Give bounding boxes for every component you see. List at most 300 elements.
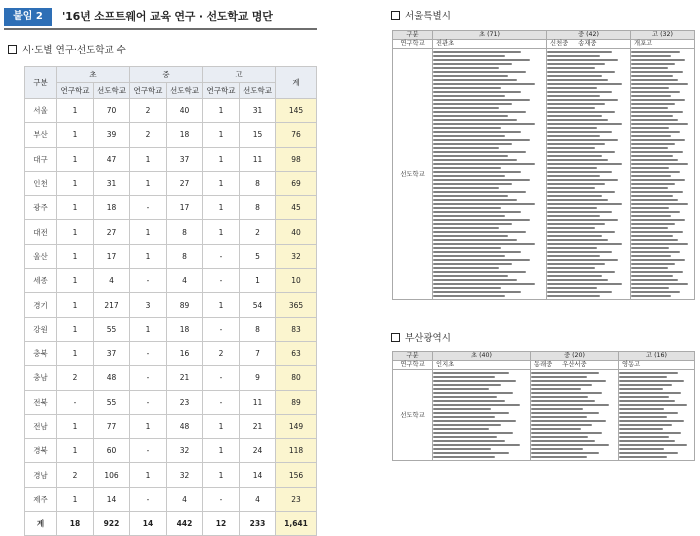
school-name-line <box>433 440 505 442</box>
count-cell: - <box>130 196 167 220</box>
row-leading-label: 선도학교 <box>393 370 433 461</box>
school-name-line <box>531 380 606 382</box>
school-name-line <box>433 436 497 438</box>
count-cell: 442 <box>167 512 203 536</box>
school-name-line <box>547 83 622 85</box>
school-name-line <box>433 187 499 189</box>
school-name-line <box>631 103 675 105</box>
region-row <box>25 123 317 147</box>
school-name-line <box>433 179 530 181</box>
school-name-line <box>433 95 505 97</box>
school-name-line <box>547 223 605 225</box>
count-cell: 37 <box>94 341 130 365</box>
school-name-line <box>631 275 673 277</box>
count-cell: 1 <box>203 171 240 195</box>
school-name-line <box>631 139 685 141</box>
school-name-line <box>547 55 600 57</box>
school-name-line <box>433 203 535 205</box>
school-name-line <box>631 87 669 89</box>
school-name-line <box>531 424 592 426</box>
school-name-line <box>631 187 668 189</box>
region-name: 강원 <box>25 317 57 341</box>
school-name-line <box>547 155 602 157</box>
seoul-heading <box>391 11 451 23</box>
school-name-list <box>433 49 547 300</box>
region-row <box>25 390 317 414</box>
count-cell: - <box>203 487 240 511</box>
total-cell: 145 <box>276 99 317 123</box>
school-name-line <box>547 211 612 213</box>
count-cell: 17 <box>94 244 130 268</box>
school-name-line <box>547 247 597 249</box>
school-name-line <box>433 456 495 458</box>
research-school: 송재중 <box>578 40 597 47</box>
school-name-line <box>547 91 612 93</box>
count-cell: 8 <box>167 244 203 268</box>
school-name-line <box>631 59 685 61</box>
school-name-line <box>433 119 517 121</box>
count-cell: 32 <box>167 439 203 463</box>
school-name-line <box>619 424 672 426</box>
count-cell: 1 <box>130 317 167 341</box>
school-name-line <box>547 227 595 229</box>
school-name-line <box>433 263 512 265</box>
school-name-line <box>619 372 678 374</box>
school-name-line <box>631 231 683 233</box>
sub-col-leading: 선도학교 <box>94 83 130 99</box>
school-name-line <box>547 75 602 77</box>
school-name-line <box>433 143 512 145</box>
school-name-line <box>433 55 505 57</box>
research-school: 신천중 <box>550 40 569 47</box>
checkbox-square-icon <box>391 11 400 20</box>
count-cell: 89 <box>167 293 203 317</box>
school-name-line <box>619 416 667 418</box>
school-name-line <box>433 155 508 157</box>
school-name-line <box>433 400 505 402</box>
count-cell: 7 <box>240 341 276 365</box>
col-middle-header: 중 <box>130 67 203 83</box>
region-name: 울산 <box>25 244 57 268</box>
school-name-line <box>631 291 680 293</box>
school-name-line <box>433 127 501 129</box>
school-name-line <box>631 91 680 93</box>
total-cell: 98 <box>276 147 317 171</box>
count-cell: 55 <box>94 317 130 341</box>
count-cell: 18 <box>167 317 203 341</box>
region-row <box>25 244 317 268</box>
count-cell: 54 <box>240 293 276 317</box>
school-name-line <box>631 79 678 81</box>
total-row <box>25 512 317 536</box>
total-cell: 83 <box>276 317 317 341</box>
count-cell: 31 <box>240 99 276 123</box>
region-name: 서울 <box>25 99 57 123</box>
school-name-line <box>531 456 587 458</box>
region-name: 광주 <box>25 196 57 220</box>
research-school: 인지초 <box>433 361 531 370</box>
school-name-line <box>433 163 535 165</box>
count-cell: 4 <box>240 487 276 511</box>
school-name-line <box>631 251 680 253</box>
count-cell: 1 <box>203 414 240 438</box>
school-name-line <box>547 131 612 133</box>
school-name-line <box>631 115 673 117</box>
school-name-line <box>433 267 499 269</box>
school-name-line <box>433 211 521 213</box>
school-name-line <box>631 215 671 217</box>
count-cell: - <box>130 487 167 511</box>
school-name-line <box>433 255 505 257</box>
school-name-line <box>547 199 608 201</box>
school-name-line <box>631 235 673 237</box>
count-cell: 4 <box>167 487 203 511</box>
region-name: 경기 <box>25 293 57 317</box>
school-name-line <box>531 444 609 446</box>
school-name-line <box>547 195 602 197</box>
count-cell: 8 <box>240 196 276 220</box>
total-cell: 1,641 <box>276 512 317 536</box>
school-name-line <box>631 283 688 285</box>
stats-heading <box>8 45 126 57</box>
total-cell: 89 <box>276 390 317 414</box>
school-name-line <box>547 183 605 185</box>
count-cell: 922 <box>94 512 130 536</box>
count-cell: 2 <box>57 463 94 487</box>
school-name-line <box>433 251 521 253</box>
school-name-line <box>547 231 615 233</box>
school-name-line <box>531 412 599 414</box>
region-name: 제주 <box>25 487 57 511</box>
school-name-line <box>433 131 521 133</box>
research-school: 동래중 <box>534 361 553 368</box>
school-name-list <box>531 370 619 461</box>
school-name-line <box>547 59 618 61</box>
region-name: 전남 <box>25 414 57 438</box>
school-name-line <box>433 171 521 173</box>
school-name-line <box>631 83 688 85</box>
count-cell: 14 <box>130 512 167 536</box>
school-name-line <box>547 119 608 121</box>
count-cell: 27 <box>94 220 130 244</box>
school-name-line <box>619 404 687 406</box>
school-name-line <box>619 412 678 414</box>
row-leading-label: 선도학교 <box>393 49 433 300</box>
count-cell: 21 <box>240 414 276 438</box>
school-name-line <box>631 127 669 129</box>
school-name-line <box>433 452 509 454</box>
school-name-line <box>631 239 678 241</box>
school-name-line <box>547 143 605 145</box>
region-row <box>25 463 317 487</box>
total-cell: 23 <box>276 487 317 511</box>
count-cell: 1 <box>57 171 94 195</box>
count-cell: 217 <box>94 293 130 317</box>
school-name-line <box>547 287 597 289</box>
count-cell: 24 <box>240 439 276 463</box>
row-research-label: 연구학교 <box>393 40 433 49</box>
count-cell: 1 <box>130 220 167 244</box>
school-name-line <box>547 271 615 273</box>
school-name-line <box>547 95 600 97</box>
school-name-line <box>433 380 516 382</box>
region-name: 충북 <box>25 341 57 365</box>
school-name-line <box>619 420 684 422</box>
count-cell: 11 <box>240 147 276 171</box>
school-name-line <box>631 75 673 77</box>
count-cell: 233 <box>240 512 276 536</box>
school-name-line <box>631 255 671 257</box>
school-name-line <box>619 436 669 438</box>
school-name-line <box>631 119 678 121</box>
school-name-line <box>433 191 526 193</box>
school-name-line <box>433 99 530 101</box>
school-name-line <box>433 275 508 277</box>
col-high-header: 고 <box>203 67 276 83</box>
count-cell: 3 <box>130 293 167 317</box>
region-row <box>25 220 317 244</box>
school-name-line <box>531 396 588 398</box>
count-cell: 70 <box>94 99 130 123</box>
school-name-line <box>631 163 688 165</box>
count-cell: 8 <box>240 171 276 195</box>
checkbox-square-icon <box>391 333 400 342</box>
total-cell: 149 <box>276 414 317 438</box>
school-name-line <box>531 404 609 406</box>
school-name-line <box>547 159 608 161</box>
school-name-line <box>631 287 669 289</box>
school-name-line <box>547 235 602 237</box>
region-row <box>25 366 317 390</box>
school-name-line <box>433 151 526 153</box>
school-name-line <box>433 139 530 141</box>
count-cell: 1 <box>240 269 276 293</box>
school-name-line <box>631 143 675 145</box>
sub-col-research: 연구학교 <box>130 83 167 99</box>
school-name-line <box>547 255 600 257</box>
count-cell: 1 <box>130 147 167 171</box>
busan-roster-table <box>392 351 695 461</box>
count-cell: 1 <box>203 439 240 463</box>
count-cell: 18 <box>94 196 130 220</box>
school-name-line <box>433 147 499 149</box>
school-name-line <box>531 432 602 434</box>
school-name-line <box>619 408 664 410</box>
school-name-line <box>631 199 678 201</box>
school-name-line <box>433 167 501 169</box>
school-name-line <box>547 71 615 73</box>
count-cell: 1 <box>57 244 94 268</box>
school-name-line <box>547 275 602 277</box>
region-row <box>25 99 317 123</box>
count-cell: 1 <box>203 123 240 147</box>
school-name-line <box>531 448 583 450</box>
school-name-line <box>619 388 663 390</box>
school-name-line <box>433 428 489 430</box>
school-name-line <box>547 251 612 253</box>
school-name-line <box>631 111 683 113</box>
school-name-line <box>433 372 509 374</box>
school-name-line <box>433 247 501 249</box>
school-name-line <box>631 179 685 181</box>
busan-heading <box>391 333 451 345</box>
school-name-line <box>547 239 608 241</box>
school-name-line <box>547 135 600 137</box>
count-cell: 14 <box>94 487 130 511</box>
school-name-line <box>433 287 501 289</box>
school-name-line <box>631 151 683 153</box>
school-name-line <box>433 123 535 125</box>
school-name-line <box>631 191 683 193</box>
count-cell: 1 <box>130 463 167 487</box>
region-row <box>25 293 317 317</box>
school-name-line <box>631 263 675 265</box>
school-name-line <box>631 247 669 249</box>
count-cell: 1 <box>203 293 240 317</box>
school-name-line <box>433 67 499 69</box>
school-name-line <box>531 392 602 394</box>
sub-col-leading: 선도학교 <box>167 83 203 99</box>
school-name-line <box>631 107 668 109</box>
school-name-line <box>619 456 667 458</box>
school-name-line <box>433 408 491 410</box>
school-name-line <box>547 175 600 177</box>
total-cell: 45 <box>276 196 317 220</box>
count-cell: 4 <box>94 269 130 293</box>
school-name-list <box>631 49 695 300</box>
school-name-line <box>433 223 512 225</box>
school-name-line <box>619 428 663 430</box>
school-name-line <box>631 131 680 133</box>
school-name-line <box>547 243 622 245</box>
count-cell: 8 <box>167 220 203 244</box>
school-name-line <box>631 223 675 225</box>
count-cell: 1 <box>57 293 94 317</box>
school-name-line <box>433 239 517 241</box>
roster-col-elementary: 초 (40) <box>433 352 531 361</box>
total-cell: 118 <box>276 439 317 463</box>
school-name-line <box>433 227 499 229</box>
count-cell: 1 <box>203 99 240 123</box>
count-cell: 1 <box>130 244 167 268</box>
school-name-line <box>547 107 595 109</box>
school-name-line <box>433 83 535 85</box>
school-name-line <box>619 448 664 450</box>
research-school: 개포고 <box>631 40 695 49</box>
region-row <box>25 487 317 511</box>
school-name-line <box>433 243 535 245</box>
school-name-line <box>619 452 678 454</box>
count-cell: 11 <box>240 390 276 414</box>
total-cell: 32 <box>276 244 317 268</box>
school-name-line <box>531 400 595 402</box>
school-name-line <box>433 183 512 185</box>
region-name: 인천 <box>25 171 57 195</box>
school-name-line <box>433 412 509 414</box>
school-name-line <box>631 147 668 149</box>
school-name-line <box>433 444 520 446</box>
school-name-line <box>531 384 592 386</box>
roster-col-middle: 중 (20) <box>531 352 619 361</box>
school-name-line <box>547 115 602 117</box>
count-cell: 1 <box>57 414 94 438</box>
school-name-line <box>433 71 526 73</box>
school-name-line <box>547 263 605 265</box>
count-cell: 2 <box>130 99 167 123</box>
school-name-line <box>531 372 599 374</box>
school-name-line <box>547 267 595 269</box>
busan-heading-text: 부산광역시 <box>405 333 451 344</box>
count-cell: 1 <box>57 487 94 511</box>
total-cell: 69 <box>276 171 317 195</box>
region-row <box>25 439 317 463</box>
school-name-line <box>631 95 671 97</box>
school-name-line <box>631 203 688 205</box>
count-cell: 17 <box>167 196 203 220</box>
school-name-line <box>531 408 583 410</box>
school-name-line <box>631 183 675 185</box>
school-name-line <box>547 207 597 209</box>
total-cell: 10 <box>276 269 317 293</box>
school-name-line <box>433 396 497 398</box>
count-cell: 1 <box>203 147 240 171</box>
count-cell: 77 <box>94 414 130 438</box>
col-total-header: 계 <box>276 67 317 99</box>
count-cell: 39 <box>94 123 130 147</box>
attachment-badge: 붙임 2 <box>4 8 52 26</box>
school-name-line <box>433 295 505 297</box>
school-name-line <box>547 151 615 153</box>
count-cell: 12 <box>203 512 240 536</box>
school-name-line <box>619 440 675 442</box>
school-name-line <box>433 79 517 81</box>
count-cell: - <box>203 317 240 341</box>
count-cell: 4 <box>167 269 203 293</box>
school-name-line <box>547 51 612 53</box>
region-row <box>25 341 317 365</box>
region-row <box>25 196 317 220</box>
school-name-line <box>531 428 581 430</box>
school-name-line <box>433 384 501 386</box>
school-name-line <box>547 139 618 141</box>
school-name-line <box>433 159 517 161</box>
school-name-line <box>631 51 680 53</box>
school-name-line <box>547 163 622 165</box>
school-name-line <box>433 448 491 450</box>
school-name-line <box>631 207 669 209</box>
school-name-line <box>433 271 526 273</box>
sub-col-research: 연구학교 <box>57 83 94 99</box>
school-name-list <box>433 370 531 461</box>
school-name-line <box>631 67 668 69</box>
sub-col-leading: 선도학교 <box>240 83 276 99</box>
school-name-line <box>619 384 672 386</box>
region-name: 경남 <box>25 463 57 487</box>
school-name-line <box>547 295 600 297</box>
school-name-line <box>631 295 671 297</box>
school-name-line <box>547 63 605 65</box>
school-name-line <box>531 376 587 378</box>
school-name-line <box>547 127 597 129</box>
roster-col-elementary: 초 (71) <box>433 31 547 40</box>
school-name-line <box>433 199 517 201</box>
roster-col-high: 고 (16) <box>619 352 695 361</box>
total-cell: 156 <box>276 463 317 487</box>
count-cell: 1 <box>130 171 167 195</box>
school-name-line <box>547 171 612 173</box>
checkbox-square-icon <box>8 45 17 54</box>
school-name-line <box>433 111 526 113</box>
